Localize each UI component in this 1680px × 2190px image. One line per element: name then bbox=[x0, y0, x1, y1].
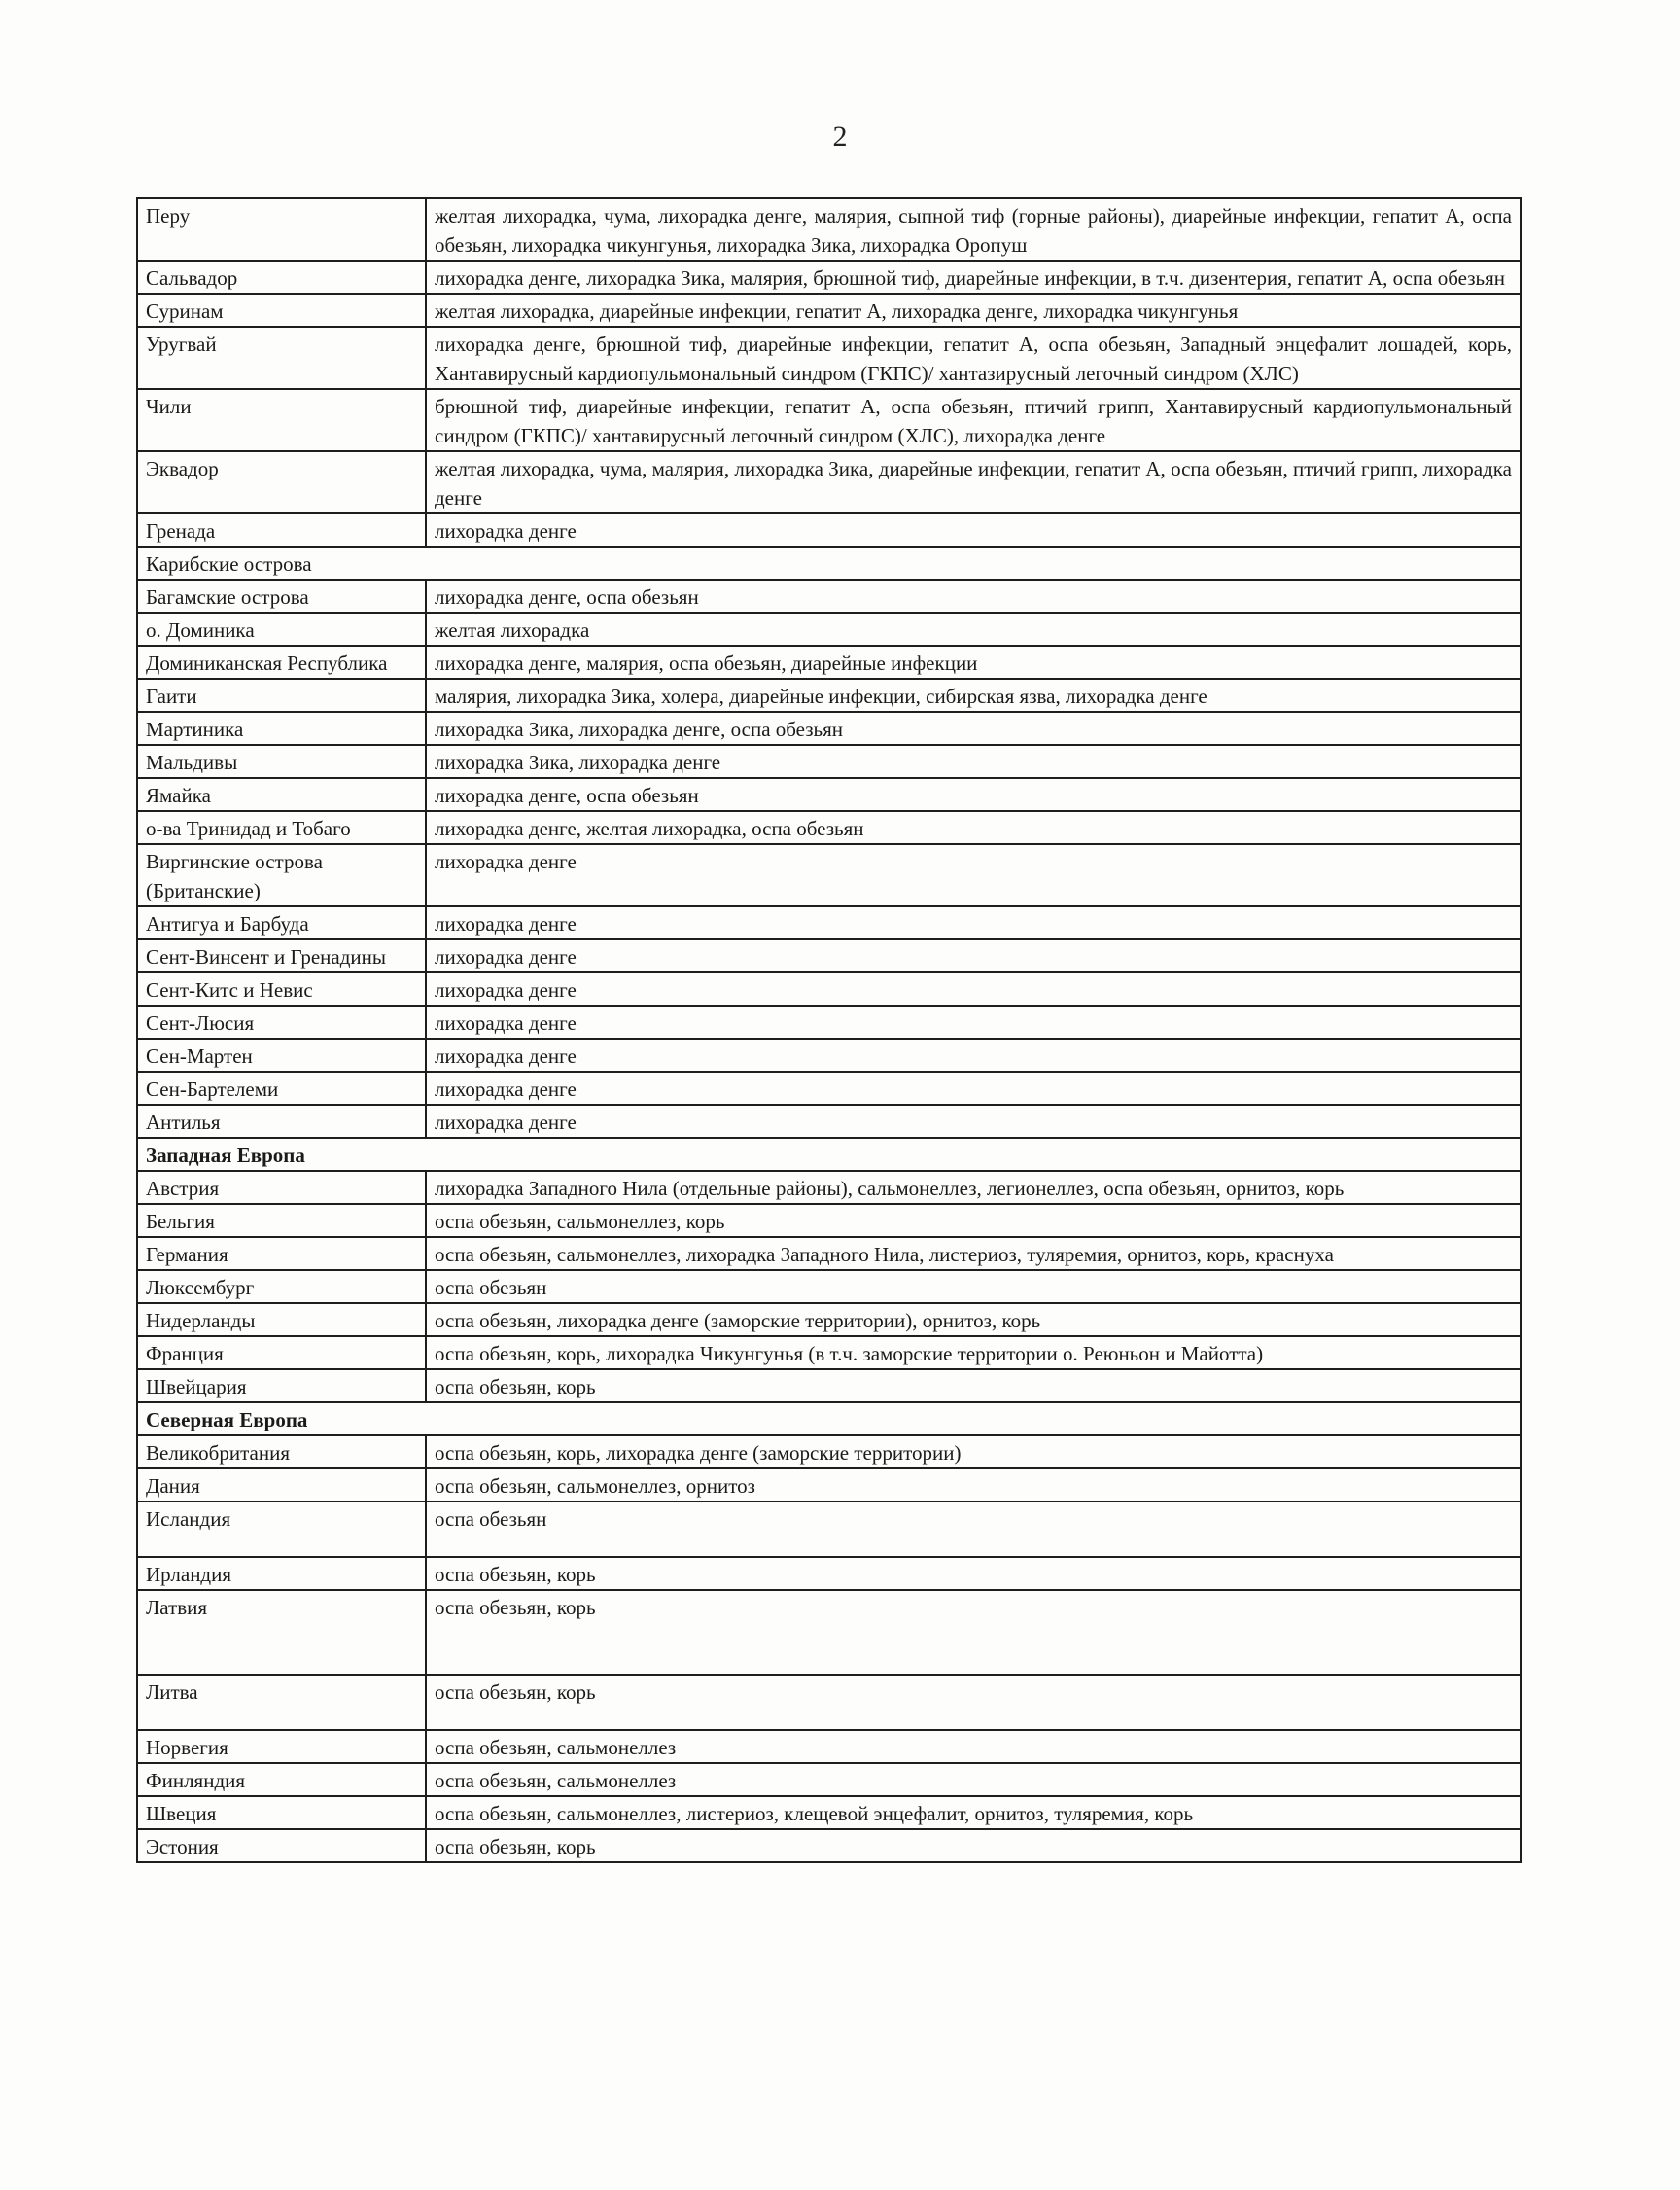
table-row bbox=[137, 745, 1521, 778]
table-row bbox=[137, 712, 1521, 745]
diseases-cell: лихорадка денге, оспа обезьян bbox=[426, 778, 1521, 811]
diseases-cell: лихорадка денге, малярия, оспа обезьян, диарейные инфекции bbox=[426, 646, 1521, 679]
diseases-cell: лихорадка денге, брюшной тиф, диарейные инфекции, гепатит А, оспа обезьян, Западный энцефалит лошадей, корь, Хантавирусный кардиопульмональный синдром (ГКПС)/ хантазирусный легочный синдром (ХЛС) bbox=[426, 327, 1521, 389]
table-row bbox=[137, 1468, 1521, 1501]
country-cell: Литва bbox=[137, 1675, 426, 1730]
diseases-cell: лихорадка Зика, лихорадка денге, оспа обезьян bbox=[426, 712, 1521, 745]
table-row bbox=[137, 1303, 1521, 1336]
diseases-cell: лихорадка денге bbox=[426, 1039, 1521, 1072]
disease-table bbox=[136, 197, 1522, 1863]
country-cell: Ямайка bbox=[137, 778, 426, 811]
region-row bbox=[137, 547, 1521, 580]
country-cell: Швеция bbox=[137, 1796, 426, 1829]
diseases-cell: лихорадка денге bbox=[426, 939, 1521, 972]
diseases-cell: лихорадка денге bbox=[426, 844, 1521, 906]
section-row bbox=[137, 1138, 1521, 1171]
table-row bbox=[137, 580, 1521, 613]
table-row bbox=[137, 451, 1521, 513]
country-cell: Сент-Китс и Невис bbox=[137, 972, 426, 1006]
section-heading-northern-europe: Северная Европа bbox=[137, 1402, 1521, 1435]
country-cell: Великобритания bbox=[137, 1435, 426, 1468]
diseases-cell: оспа обезьян, корь bbox=[426, 1590, 1521, 1675]
country-cell: Антигуа и Барбуда bbox=[137, 906, 426, 939]
diseases-cell: лихорадка денге bbox=[426, 513, 1521, 547]
country-cell: Уругвай bbox=[137, 327, 426, 389]
country-cell: Чили bbox=[137, 389, 426, 451]
table-row bbox=[137, 1730, 1521, 1763]
table-row bbox=[137, 1006, 1521, 1039]
diseases-cell: оспа обезьян, сальмонеллез, листериоз, клещевой энцефалит, орнитоз, туляремия, корь bbox=[426, 1796, 1521, 1829]
diseases-cell: малярия, лихорадка Зика, холера, диарейные инфекции, сибирская язва, лихорадка денге bbox=[426, 679, 1521, 712]
diseases-cell: оспа обезьян, корь, лихорадка денге (заморские территории) bbox=[426, 1435, 1521, 1468]
table-row bbox=[137, 1171, 1521, 1204]
section-heading-western-europe: Западная Европа bbox=[137, 1138, 1521, 1171]
table-row bbox=[137, 972, 1521, 1006]
country-cell: Перу bbox=[137, 198, 426, 261]
diseases-cell: лихорадка денге bbox=[426, 1072, 1521, 1105]
country-cell: Виргинские острова (Британские) bbox=[137, 844, 426, 906]
table-row bbox=[137, 844, 1521, 906]
country-cell: Сальвадор bbox=[137, 261, 426, 294]
diseases-cell: лихорадка Западного Нила (отдельные районы), сальмонеллез, легионеллез, оспа обезьян, орнитоз, корь bbox=[426, 1171, 1521, 1204]
table-row bbox=[137, 1590, 1521, 1675]
country-cell: Нидерланды bbox=[137, 1303, 426, 1336]
table-row bbox=[137, 513, 1521, 547]
table-row bbox=[137, 198, 1521, 261]
country-cell: Латвия bbox=[137, 1590, 426, 1675]
diseases-cell: оспа обезьян, корь bbox=[426, 1829, 1521, 1862]
country-cell: Сен-Мартен bbox=[137, 1039, 426, 1072]
table-row bbox=[137, 1675, 1521, 1730]
region-heading: Карибские острова bbox=[137, 547, 1521, 580]
table-row bbox=[137, 1039, 1521, 1072]
country-cell: Гренада bbox=[137, 513, 426, 547]
diseases-cell: лихорадка денге bbox=[426, 1006, 1521, 1039]
table-row bbox=[137, 389, 1521, 451]
table-row bbox=[137, 1105, 1521, 1138]
country-cell: Дания bbox=[137, 1468, 426, 1501]
diseases-cell: лихорадка денге bbox=[426, 906, 1521, 939]
diseases-cell: лихорадка денге bbox=[426, 972, 1521, 1006]
diseases-cell: желтая лихорадка bbox=[426, 613, 1521, 646]
country-cell: Ирландия bbox=[137, 1557, 426, 1590]
diseases-cell: оспа обезьян, корь, лихорадка Чикунгунья (в т.ч. заморские территории о. Реюньон и Майотта) bbox=[426, 1336, 1521, 1369]
table-row bbox=[137, 778, 1521, 811]
table-row bbox=[137, 679, 1521, 712]
diseases-cell: желтая лихорадка, диарейные инфекции, гепатит А, лихорадка денге, лихорадка чикунгунья bbox=[426, 294, 1521, 327]
diseases-cell: оспа обезьян, сальмонеллез bbox=[426, 1730, 1521, 1763]
country-cell: Германия bbox=[137, 1237, 426, 1270]
table-row bbox=[137, 1435, 1521, 1468]
page-number: 2 bbox=[832, 121, 848, 153]
table-row bbox=[137, 811, 1521, 844]
country-cell: Австрия bbox=[137, 1171, 426, 1204]
table-row bbox=[137, 1557, 1521, 1590]
country-cell: Исландия bbox=[137, 1501, 426, 1557]
table-row bbox=[137, 1829, 1521, 1862]
country-cell: Гаити bbox=[137, 679, 426, 712]
table-row bbox=[137, 1763, 1521, 1796]
table-row bbox=[137, 1270, 1521, 1303]
country-cell: Финляндия bbox=[137, 1763, 426, 1796]
diseases-cell: оспа обезьян bbox=[426, 1501, 1521, 1557]
country-cell: Багамские острова bbox=[137, 580, 426, 613]
country-cell: Франция bbox=[137, 1336, 426, 1369]
table-row bbox=[137, 1072, 1521, 1105]
country-cell: Швейцария bbox=[137, 1369, 426, 1402]
table-row bbox=[137, 906, 1521, 939]
table-row bbox=[137, 613, 1521, 646]
country-cell: Бельгия bbox=[137, 1204, 426, 1237]
country-cell: о-ва Тринидад и Тобаго bbox=[137, 811, 426, 844]
country-cell: Доминиканская Республика bbox=[137, 646, 426, 679]
diseases-cell: лихорадка денге, лихорадка Зика, малярия, брюшной тиф, диарейные инфекции, в т.ч. дизентерия, гепатит А, оспа обезьян bbox=[426, 261, 1521, 294]
diseases-cell: лихорадка денге, желтая лихорадка, оспа обезьян bbox=[426, 811, 1521, 844]
table-row bbox=[137, 646, 1521, 679]
diseases-cell: оспа обезьян, сальмонеллез, корь bbox=[426, 1204, 1521, 1237]
table-row bbox=[137, 1796, 1521, 1829]
country-cell: о. Доминика bbox=[137, 613, 426, 646]
diseases-cell: лихорадка денге bbox=[426, 1105, 1521, 1138]
table-row bbox=[137, 1204, 1521, 1237]
diseases-cell: оспа обезьян, лихорадка денге (заморские территории), орнитоз, корь bbox=[426, 1303, 1521, 1336]
table-row bbox=[137, 1237, 1521, 1270]
section-row bbox=[137, 1402, 1521, 1435]
country-cell: Эстония bbox=[137, 1829, 426, 1862]
country-cell: Антилья bbox=[137, 1105, 426, 1138]
table-row bbox=[137, 327, 1521, 389]
country-cell: Сент-Люсия bbox=[137, 1006, 426, 1039]
diseases-cell: брюшной тиф, диарейные инфекции, гепатит А, оспа обезьян, птичий грипп, Хантавирусный кардиопульмональный синдром (ГКПС)/ хантавирусный легочный синдром (ХЛС), лихорадка денге bbox=[426, 389, 1521, 451]
country-cell: Норвегия bbox=[137, 1730, 426, 1763]
country-cell: Эквадор bbox=[137, 451, 426, 513]
diseases-cell: оспа обезьян, корь bbox=[426, 1557, 1521, 1590]
diseases-cell: оспа обезьян, сальмонеллез, орнитоз bbox=[426, 1468, 1521, 1501]
country-cell: Мартиника bbox=[137, 712, 426, 745]
diseases-cell: желтая лихорадка, чума, лихорадка денге, малярия, сыпной тиф (горные районы), диарейные инфекции, гепатит А, оспа обезьян, лихорадка чикунгунья, лихорадка Зика, лихорадка Оропуш bbox=[426, 198, 1521, 261]
country-cell: Сент-Винсент и Гренадины bbox=[137, 939, 426, 972]
diseases-cell: лихорадка Зика, лихорадка денге bbox=[426, 745, 1521, 778]
diseases-cell: оспа обезьян, корь bbox=[426, 1369, 1521, 1402]
diseases-cell: оспа обезьян, сальмонеллез, лихорадка Западного Нила, листериоз, туляремия, орнитоз, корь, краснуха bbox=[426, 1237, 1521, 1270]
table-row bbox=[137, 261, 1521, 294]
table-row bbox=[137, 1369, 1521, 1402]
table-row bbox=[137, 939, 1521, 972]
diseases-cell: оспа обезьян bbox=[426, 1270, 1521, 1303]
country-cell: Мальдивы bbox=[137, 745, 426, 778]
country-cell: Люксембург bbox=[137, 1270, 426, 1303]
diseases-cell: оспа обезьян, сальмонеллез bbox=[426, 1763, 1521, 1796]
diseases-cell: желтая лихорадка, чума, малярия, лихорадка Зика, диарейные инфекции, гепатит А, оспа обезьян, птичий грипп, лихорадка денге bbox=[426, 451, 1521, 513]
diseases-cell: оспа обезьян, корь bbox=[426, 1675, 1521, 1730]
table-row bbox=[137, 294, 1521, 327]
table-row bbox=[137, 1336, 1521, 1369]
country-cell: Суринам bbox=[137, 294, 426, 327]
table-row bbox=[137, 1501, 1521, 1557]
diseases-cell: лихорадка денге, оспа обезьян bbox=[426, 580, 1521, 613]
country-cell: Сен-Бартелеми bbox=[137, 1072, 426, 1105]
